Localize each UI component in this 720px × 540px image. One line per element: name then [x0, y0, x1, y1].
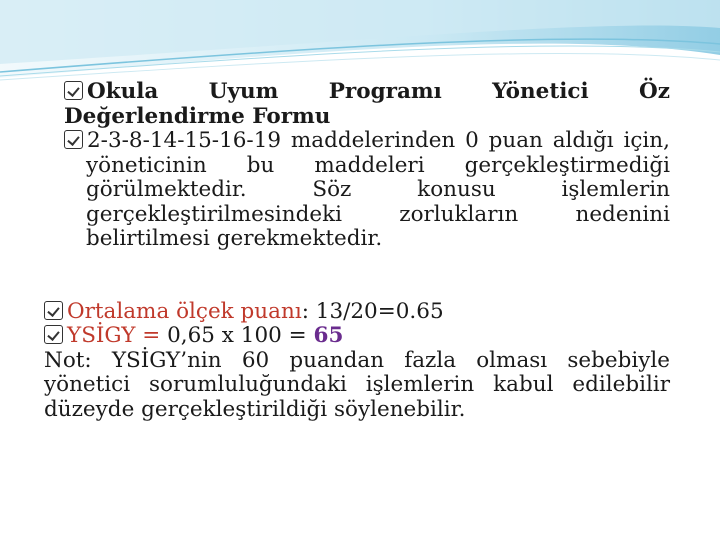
findings-paragraph: 2-3-8-14-15-16-19 maddelerinden 0 puan aldığı için, yöneticinin bu maddeleri gerçekleştirmediği görülmektedir. Söz konusu işlemlerin gerçekleştirilmesindeki zorlukların nedenini belirtilmesi gerekmektedir.: [86, 128, 670, 251]
form-title-item: [64, 80, 670, 129]
ysigy-result: 65: [313, 323, 344, 348]
form-title-line1: Okula Uyum Programı Yönetici Öz: [87, 79, 670, 104]
checkbox-bullet-icon: [64, 81, 83, 100]
slide-content: [44, 80, 670, 422]
average-score-value: : 13/20=0.65: [301, 298, 444, 324]
checkbox-bullet-icon: [44, 301, 63, 320]
form-title-line2: Değerlendirme Formu: [64, 103, 331, 129]
ysigy-formula: 0,65 x 100 =: [160, 323, 314, 348]
average-score-item: [44, 300, 670, 325]
ysigy-label: YSİGY =: [67, 323, 161, 348]
checkbox-bullet-icon: [44, 325, 63, 344]
header-decoration: [0, 0, 720, 90]
average-score-label: Ortalama ölçek puanı: [67, 298, 302, 324]
note-paragraph: Not: YSİGY’nin 60 puandan fazla olması sebebiyle yönetici sorumluluğundaki işlemlerin kabul edilebilir düzeyde gerçekleştirildiği söylenebilir.: [44, 347, 670, 422]
findings-item: [64, 129, 670, 252]
checkbox-bullet-icon: [64, 130, 83, 149]
ysigy-item: [44, 324, 670, 349]
